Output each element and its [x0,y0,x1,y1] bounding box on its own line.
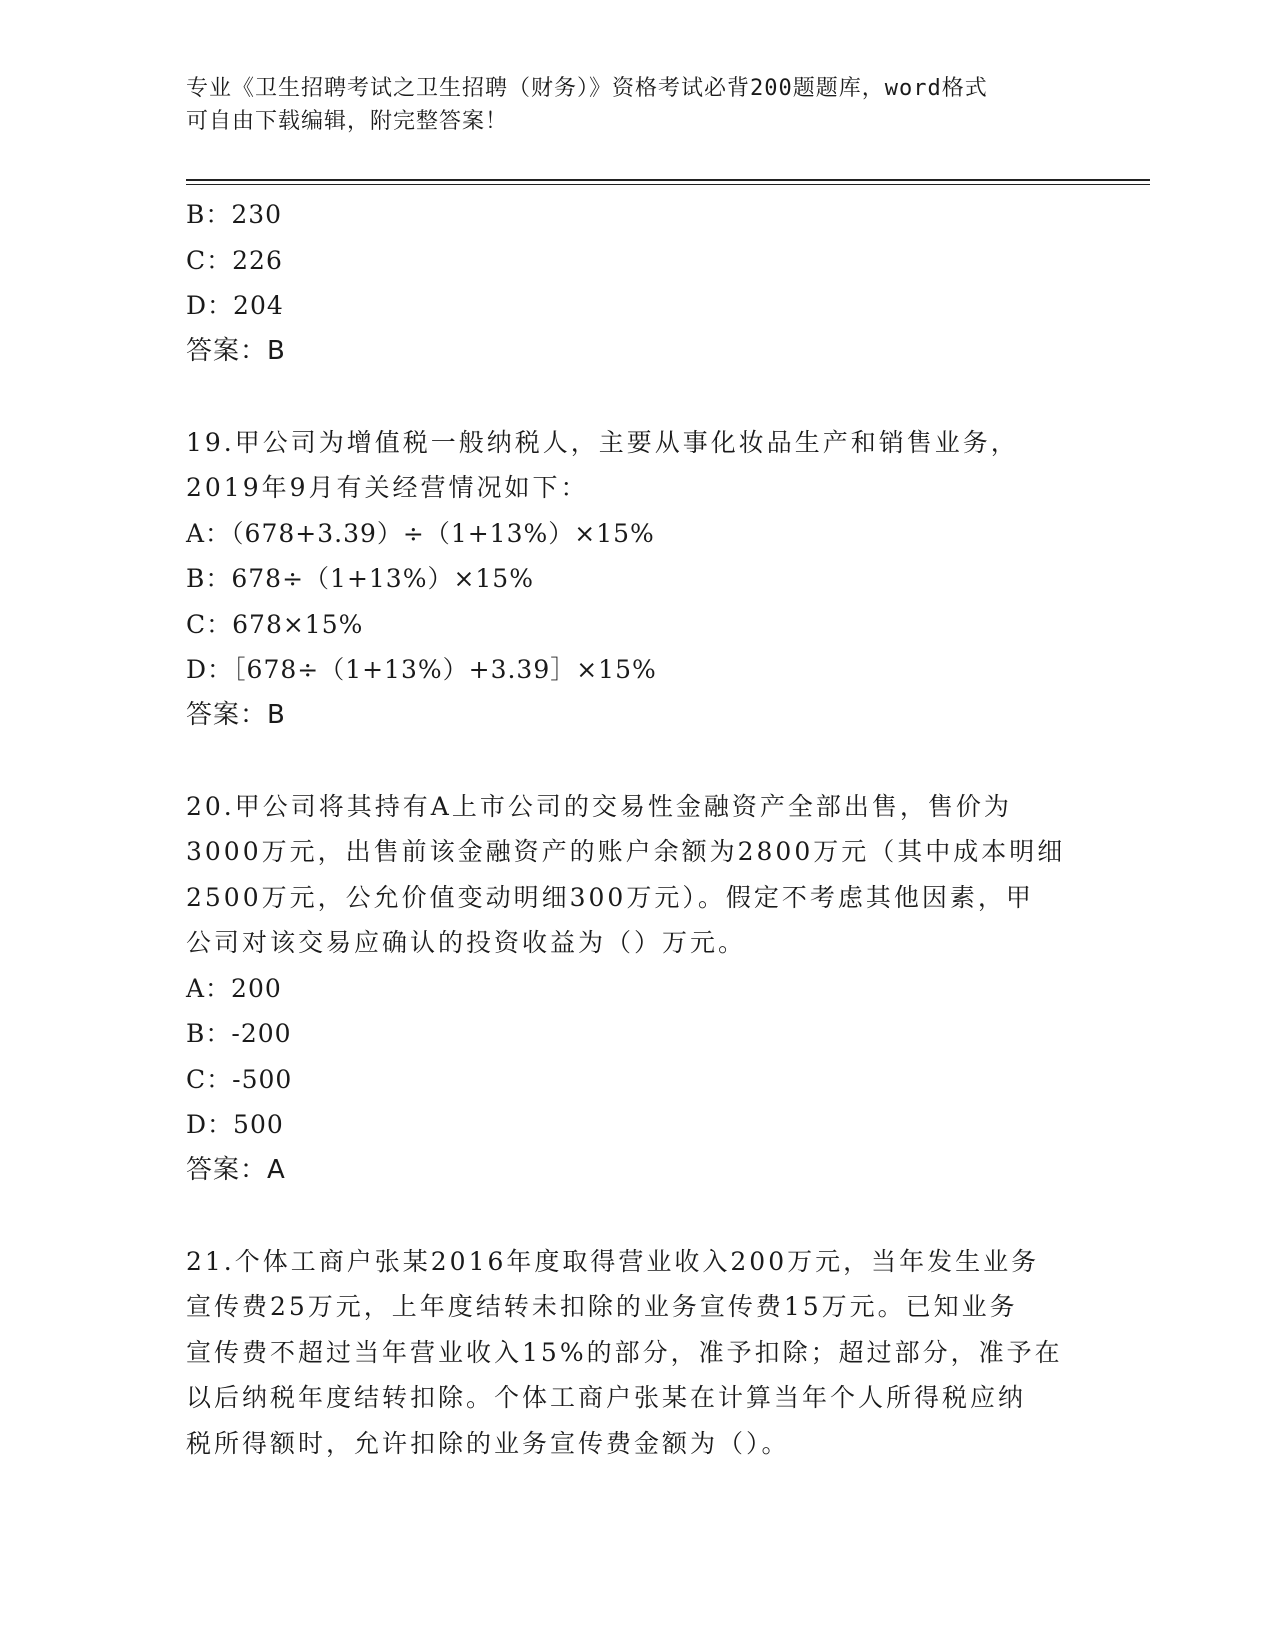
spacer [186,738,1086,784]
q20-option-d: D：500 [186,1110,284,1139]
header-title-line-1: 专业《卫生招聘考试之卫生招聘（财务）》资格考试必背200题题库，word格式 [186,76,988,101]
spacer [186,1193,1086,1239]
q21-stem-line-1: 21.个体工商户张某2016年度取得营业收入200万元，当年发生业务 [186,1246,1040,1276]
q18-answer: 答案：B [186,335,286,366]
q18-option-d: D：204 [186,291,284,320]
spacer [186,374,1086,420]
q19-option-c: C：678×15% [186,609,364,639]
q21-stem-line-2: 宣传费25万元，上年度结转未扣除的业务宣传费15万元。已知业务 [186,1292,1018,1321]
question-18-block [186,192,1086,374]
q20-stem-line-3: 2500万元，公允价值变动明细300万元）。假定不考虑其他因素，甲 [186,882,1034,912]
header-title-line-2: 可自由下载编辑，附完整答案！ [186,109,509,134]
q20-stem-line-1: 20.甲公司将其持有A上市公司的交易性金融资产全部出售，售价为 [186,791,1012,821]
q20-stem-line-2: 3000万元，出售前该金融资产的账户余额为2800万元（其中成本明细 [186,837,1066,866]
question-21-block [186,1239,1086,1467]
q21-stem-line-5: 税所得额时，允许扣除的业务宣传费金额为（）。 [186,1428,790,1458]
q20-stem-line-4: 公司对该交易应确认的投资收益为（）万元。 [186,928,747,957]
q20-option-c: C：-500 [186,1064,293,1094]
q20-answer: 答案：A [186,1154,286,1185]
q19-option-b: B：678÷（1+13%）×15% [186,564,534,593]
header-divider-thick [186,179,1150,181]
q19-stem-line-1: 19.甲公司为增值税一般纳税人，主要从事化妆品生产和销售业务， [186,427,1019,457]
q21-stem-line-4: 以后纳税年度结转扣除。个体工商户张某在计算当年个人所得税应纳 [186,1383,1027,1412]
q21-stem-line-3: 宣传费不超过当年营业收入15%的部分，准予扣除；超过部分，准予在 [186,1337,1063,1367]
question-20-block [186,784,1086,1194]
page-header [186,72,1066,138]
q18-option-c: C：226 [186,245,283,275]
q20-option-a: A：200 [186,973,282,1003]
q19-answer: 答案：B [186,699,286,730]
question-19-block [186,420,1086,739]
q19-stem-line-2: 2019年9月有关经营情况如下： [186,473,589,502]
question-content [186,192,1086,1466]
q20-option-b: B：-200 [186,1019,292,1048]
q19-option-d: D：［678÷（1+13%）+3.39］×15% [186,655,657,684]
header-divider-thin [186,184,1150,185]
q19-option-a: A：（678+3.39）÷（1+13%）×15% [186,518,655,548]
q18-option-b: B：230 [186,200,283,229]
